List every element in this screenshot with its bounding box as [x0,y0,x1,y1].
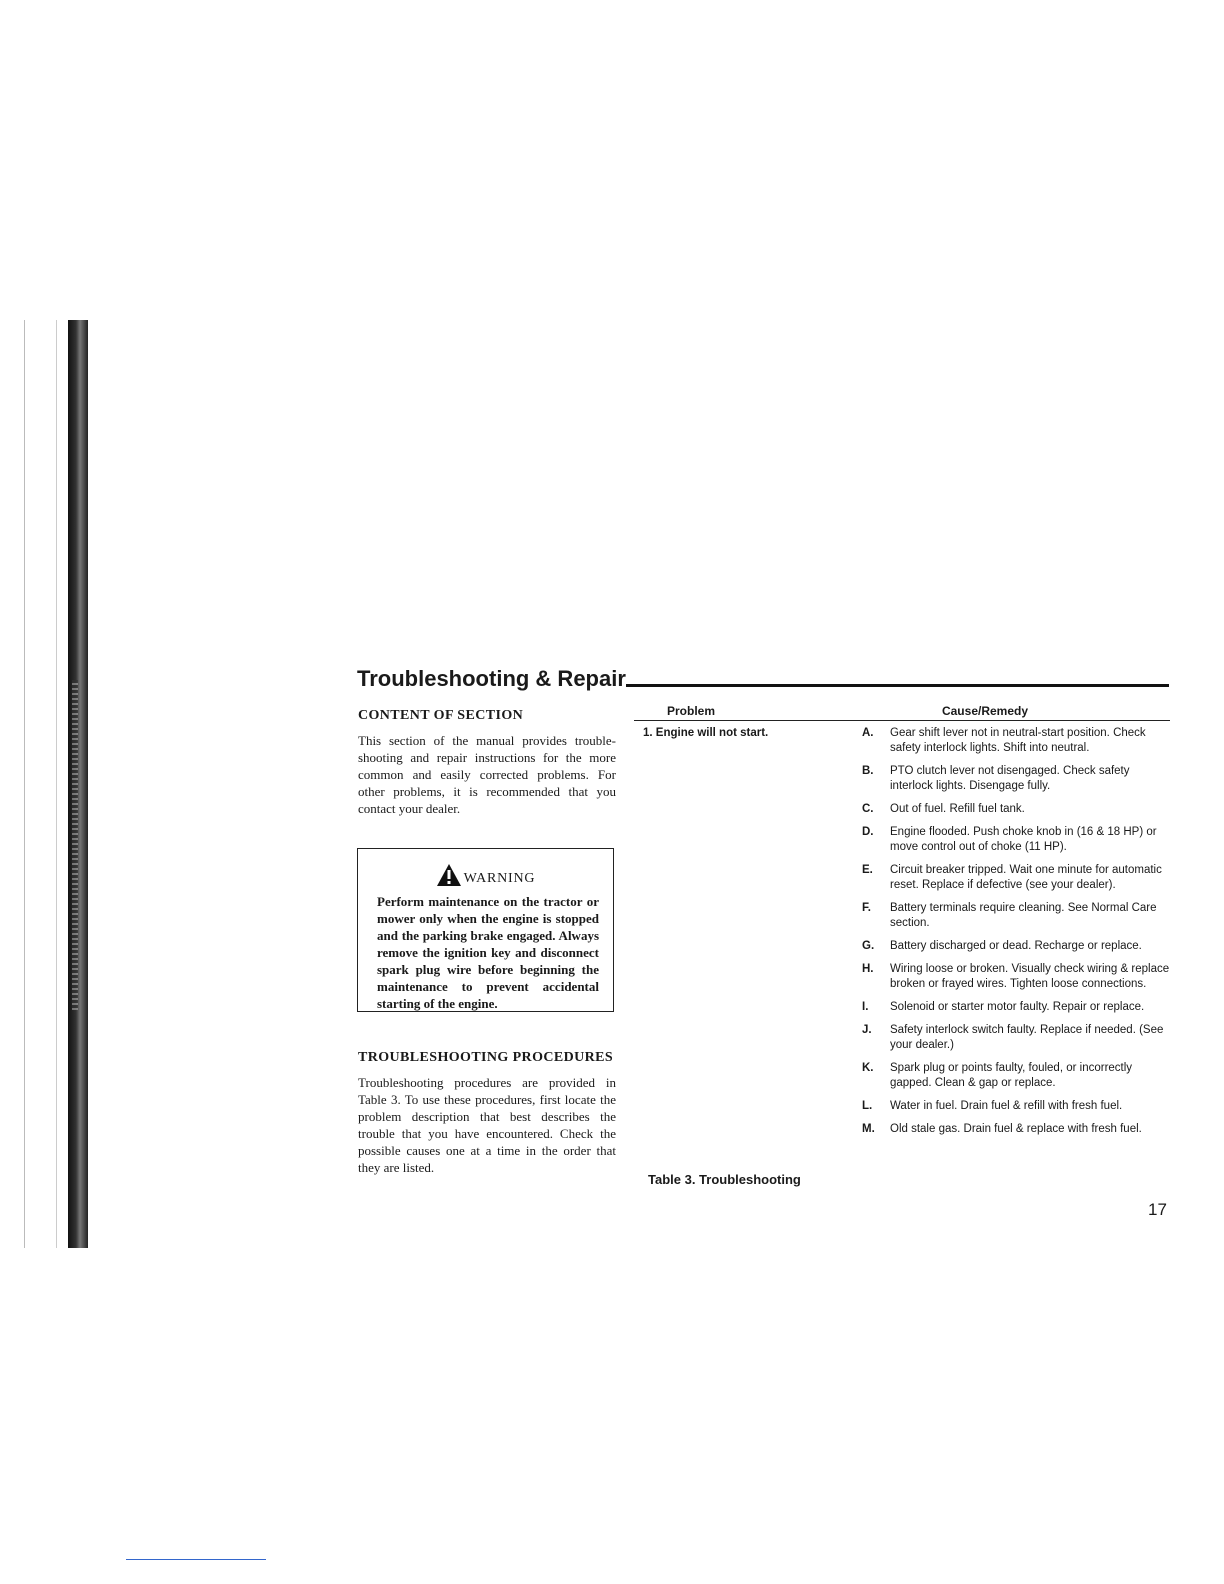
list-item [862,802,1172,817]
table-caption: Table 3. Troubleshooting [648,1172,801,1187]
cause-text: Battery terminals require cleaning. See Normal Care section. [890,902,1157,929]
page-binding-edge [68,320,88,1248]
cause-text: Circuit breaker tripped. Wait one minute for automatic reset. Replace if defective (see your dealer). [890,864,1162,891]
section-title: Troubleshooting & Repair [357,666,626,691]
problem-cell: 1. Engine will not start. [643,727,769,739]
cause-text: Safety interlock switch faulty. Replace if needed. (See your dealer.) [890,1024,1164,1051]
title-rule [626,684,1169,687]
cause-letter: K. [862,1062,874,1074]
cause-letter: D. [862,826,874,838]
cause-letter: C. [862,803,874,815]
procedures-body: Troubleshooting procedures are provided in Table 3. To use these procedures, first locate the problem description that best describes the trouble that you have encountered. Check the possible causes one at a time in the order that they are listed. [358,1075,616,1175]
list-item [862,1000,1172,1015]
table-header [634,704,1170,721]
page-number: 17 [1148,1200,1167,1219]
warning-header [358,863,613,887]
cause-text: PTO clutch lever not disengaged. Check safety interlock lights. Disengage fully. [890,765,1130,792]
cause-text: Solenoid or starter motor faulty. Repair or replace. [890,1001,1145,1013]
cause-text: Gear shift lever not in neutral-start position. Check safety interlock lights. Shift into neutral. [890,727,1146,754]
cause-letter: B. [862,765,874,777]
cause-text: Water in fuel. Drain fuel & refill with fresh fuel. [890,1100,1123,1112]
list-item [862,962,1172,992]
content-of-section [358,708,616,817]
binding-texture [72,680,78,1010]
cause-letter: I. [862,1001,869,1013]
cause-letter: M. [862,1123,875,1135]
list-item [862,1023,1172,1053]
header-problem: Problem [666,704,715,718]
warning-label: WARNING [463,871,536,886]
footer-rule [126,1559,266,1560]
warning-text: Perform maintenance on the tractor or mower only when the engine is stopped and the parking brake engaged. Always remove the ignition key and disconnect spark plug wire before beginning the maintenance to prevent accidental starting of the engine. [377,894,599,1011]
list-item [862,1099,1172,1114]
cause-text: Old stale gas. Drain fuel & replace with fresh fuel. [890,1123,1142,1135]
list-item [862,901,1172,931]
section-header [357,662,1169,692]
list-item [862,764,1172,794]
cause-text: Battery discharged or dead. Recharge or replace. [890,940,1142,952]
list-item [862,825,1172,855]
list-item [862,726,1172,756]
cause-letter: H. [862,963,874,975]
cause-letter: E. [862,864,873,876]
troubleshooting-procedures [358,1050,616,1176]
content-body: This section of the manual provides trouble-shooting and repair instructions for the more common and easily corrected problems. For other problems, it is recommended that you contact your dealer. [358,733,616,816]
cause-text: Engine flooded. Push choke knob in (16 & 18 HP) or move control out of choke (11 HP). [890,826,1157,853]
list-item [862,939,1172,954]
cause-text: Spark plug or points faulty, fouled, or incorrectly gapped. Clean & gap or replace. [890,1062,1133,1089]
procedures-heading: TROUBLESHOOTING PROCEDURES [358,1050,614,1065]
cause-letter: J. [862,1024,872,1036]
list-item [862,1122,1172,1137]
margin-rule [24,320,25,1248]
content-heading: CONTENT OF SECTION [358,708,524,723]
cause-text: Out of fuel. Refill fuel tank. [890,803,1025,815]
cause-letter: A. [862,727,874,739]
cause-remedy-list [862,726,1172,1145]
cause-letter: L. [862,1100,873,1112]
cause-letter: G. [862,940,875,952]
warning-triangle-icon [436,863,462,887]
list-item [862,1061,1172,1091]
cause-letter: F. [862,902,871,914]
list-item [862,863,1172,893]
warning-box [357,848,614,1012]
margin-rule-inner [56,320,57,1248]
header-cause-remedy: Cause/Remedy [941,704,1029,718]
cause-text: Wiring loose or broken. Visually check wiring & replace broken or frayed wires. Tighten loose connections. [890,963,1170,990]
